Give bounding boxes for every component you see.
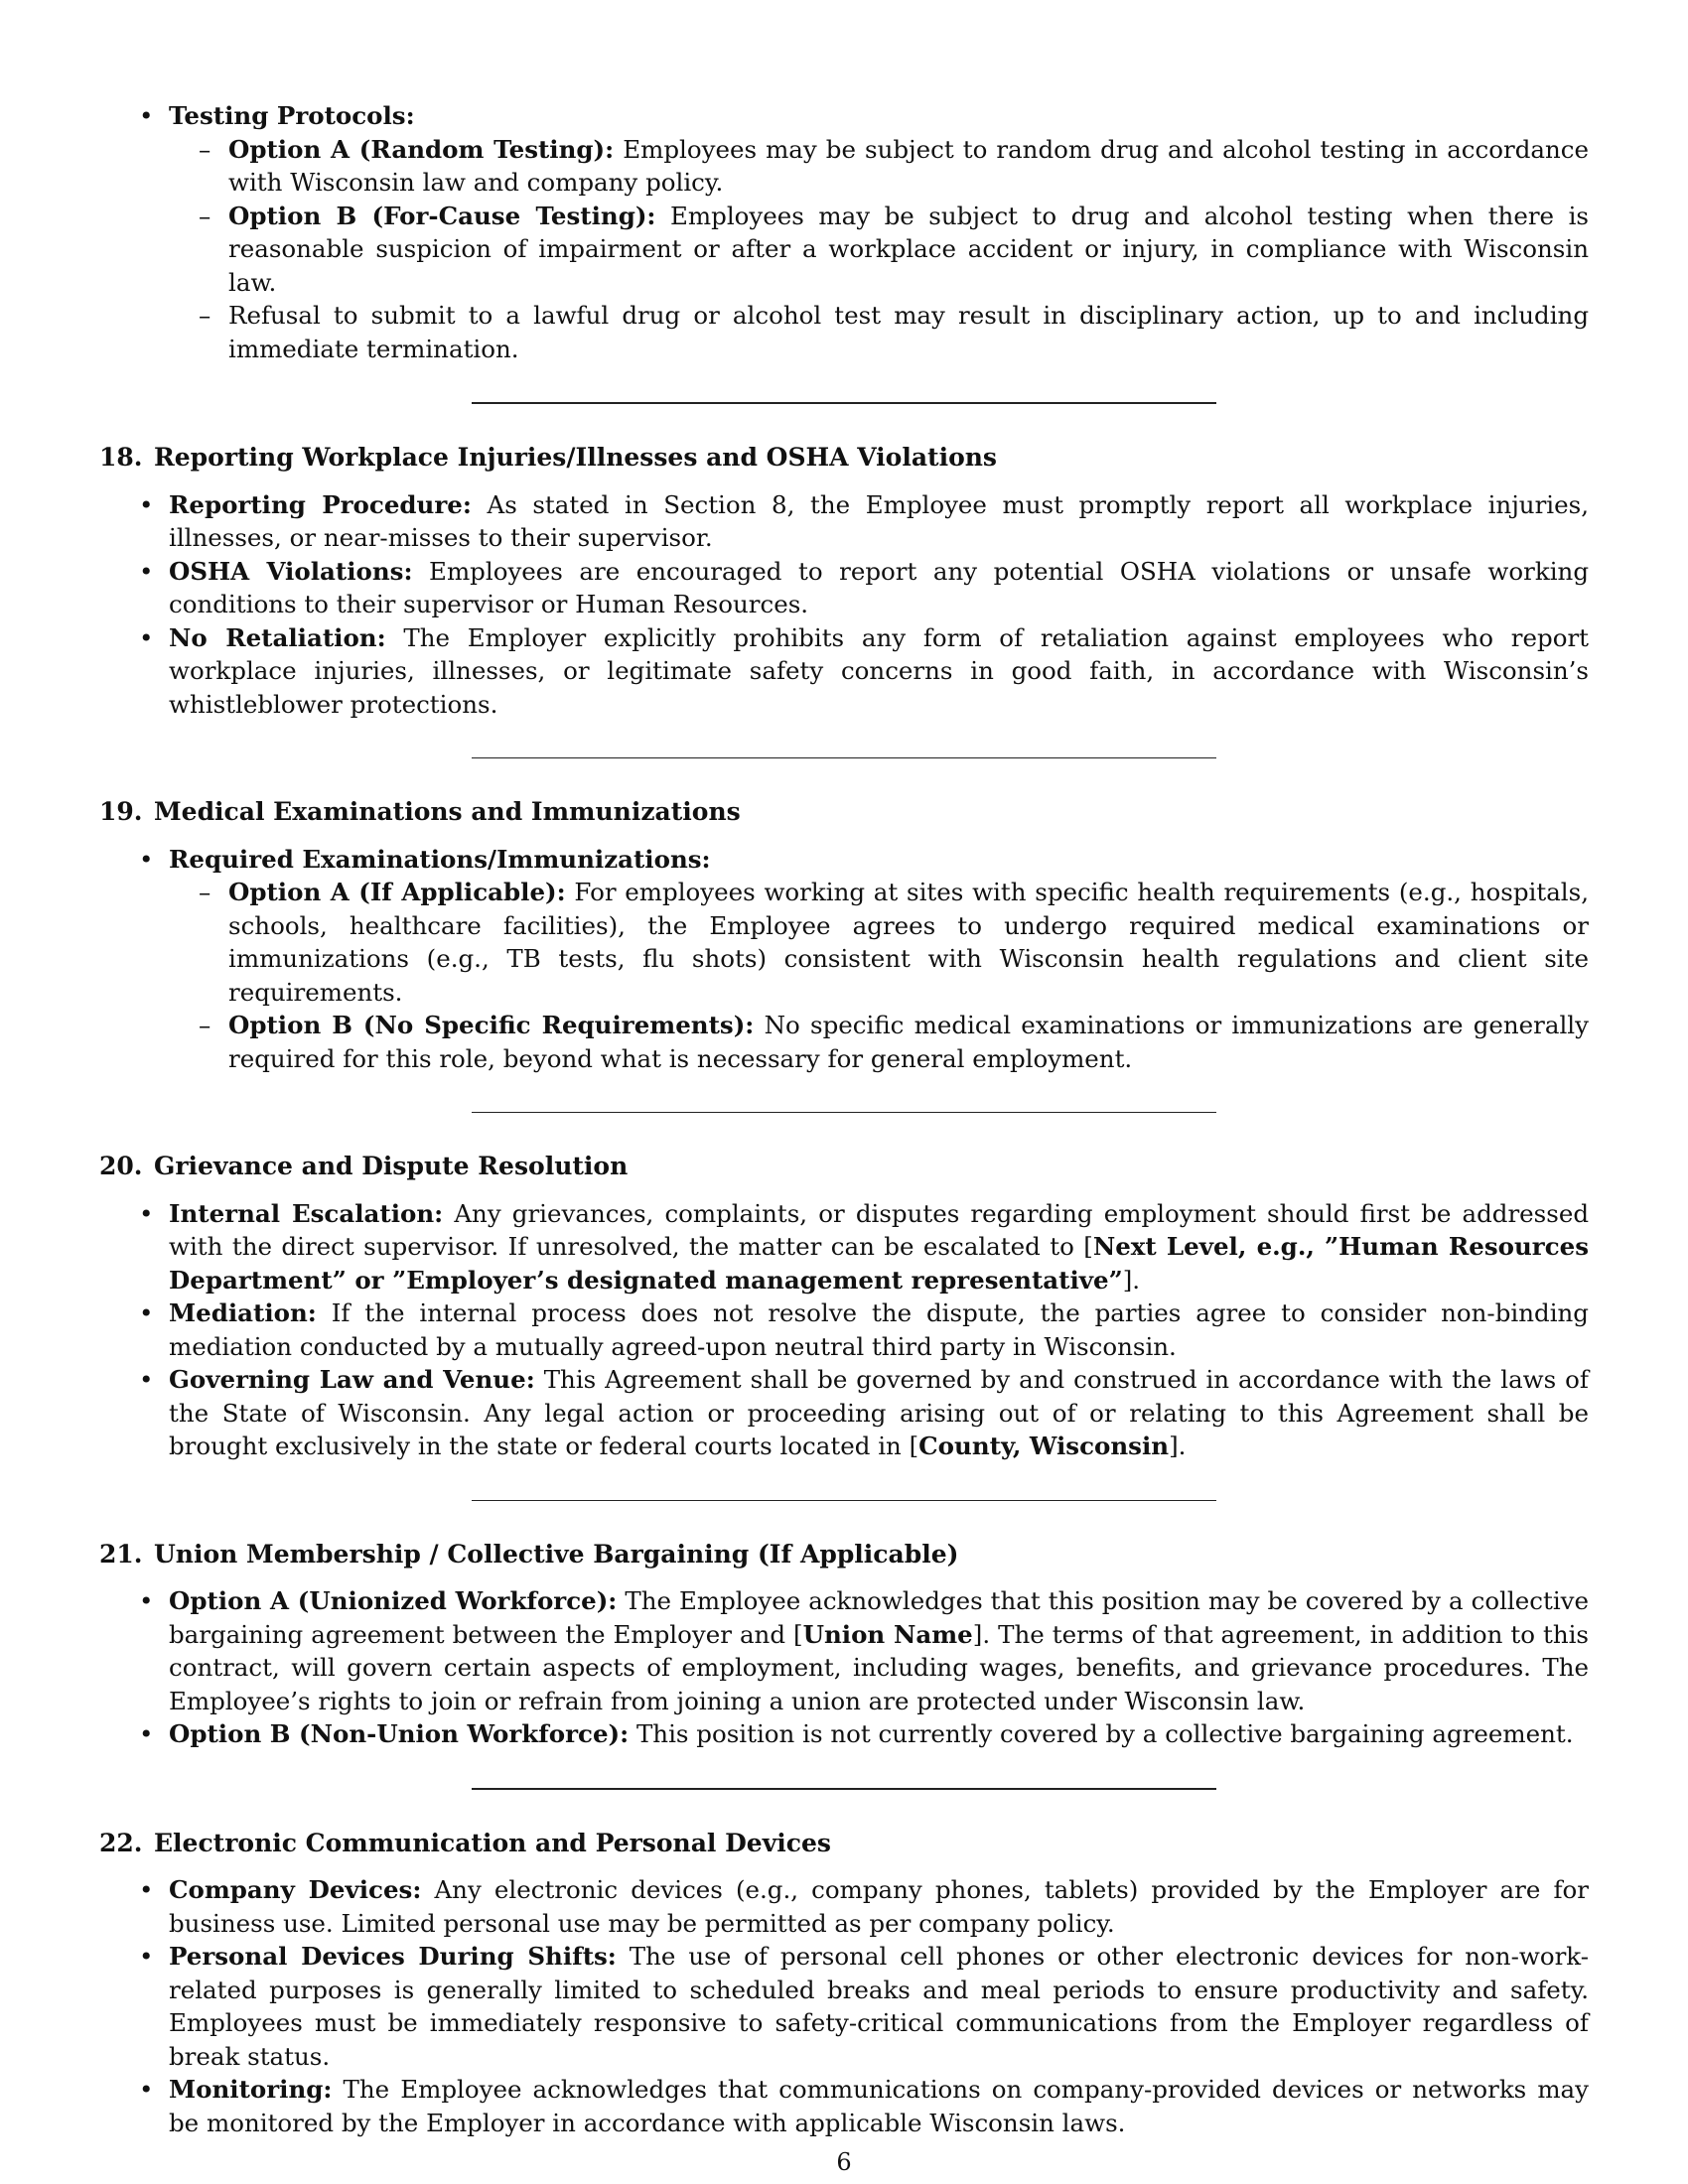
section-divider — [472, 1788, 1216, 1790]
list-item — [99, 555, 1589, 621]
section-title: Medical Examinations and Immunizations — [154, 797, 741, 826]
section-title: Union Membership / Collective Bargaining (If Applicable) — [154, 1539, 959, 1569]
item-label: No Retaliation: — [169, 622, 386, 652]
section-number: 21. — [99, 1539, 143, 1569]
item-text: Any electronic devices (e.g., company phones, tablets) provided by the Employer are for business use. Limited personal use may be permitted as per company policy. — [169, 1875, 1589, 1938]
option-text: No specific medical examinations or immunizations are generally required for this role, beyond what is necessary for general employment. — [228, 1011, 1589, 1073]
section-20-heading — [99, 1150, 1589, 1183]
list-item — [99, 1717, 1589, 1751]
list-item — [169, 1009, 1589, 1075]
document-page — [99, 99, 1589, 2139]
testing-options-list — [169, 133, 1589, 366]
option-label: Option B (No Specific Requirements): — [228, 1011, 755, 1039]
list-item — [169, 299, 1589, 365]
list-item — [99, 1873, 1589, 1940]
section-title: Electronic Communication and Personal Devices — [154, 1828, 831, 1857]
placeholder-text: Union Name — [802, 1619, 973, 1649]
item-label: Monitoring: — [169, 2075, 333, 2104]
item-label: Mediation: — [169, 1298, 317, 1327]
option-label: Option A (Random Testing): — [228, 134, 615, 164]
section-number: 20. — [99, 1152, 143, 1180]
list-item — [99, 1940, 1589, 2073]
item-text: The Employer explicitly prohibits any form of retaliation against employees who report workplace injuries, illnesses, or legitimate safety concerns in good faith, in accordance with Wisconsin’s whistleblower protections. — [169, 622, 1589, 719]
item-label: Option A (Unionized Workforce): — [169, 1586, 618, 1615]
list-item — [169, 876, 1589, 1009]
item-label: Option B (Non-Union Workforce): — [169, 1719, 630, 1748]
item-label: Personal Devices During Shifts: — [169, 1942, 617, 1971]
item-text-end: ]. — [1169, 1432, 1187, 1460]
item-text: The Employee acknowledges that this position may be covered by a collective bargaining agreement between the Employer and [ — [169, 1586, 1589, 1649]
exam-options-list — [169, 876, 1589, 1075]
section-19-heading — [99, 795, 1589, 829]
item-text: This Agreement shall be governed by and construed in accordance with the laws of the State of Wisconsin. Any legal action or proceeding arising out of or relating to this Agreement shall be brought exclusively in the state or federal courts located in [ — [169, 1365, 1589, 1460]
s19-list — [99, 843, 1589, 1076]
item-text: This position is not currently covered by a collective bargaining agreement. — [629, 1719, 1574, 1748]
section-number: 19. — [99, 797, 143, 826]
s21-list — [99, 1584, 1589, 1751]
s17-list — [99, 99, 1589, 365]
item-text: If the internal process does not resolve the dispute, the parties agree to consider non-binding mediation conducted by a mutually agreed-upon neutral third party in Wisconsin. — [169, 1298, 1589, 1361]
item-label: Reporting Procedure: — [169, 489, 472, 519]
item-text: The use of personal cell phones or other electronic devices for non-work-related purposes is generally limited to scheduled breaks and meal periods to ensure productivity and safety. Employees must be immediately responsive to safety-critical communications from the Employer regardless of break status. — [169, 1942, 1589, 2071]
list-item — [99, 1584, 1589, 1717]
section-number: 22. — [99, 1828, 143, 1857]
option-label: Option B (For-Cause Testing): — [228, 201, 656, 230]
list-item — [169, 200, 1589, 300]
item-text: Employees are encouraged to report any potential OSHA violations or unsafe working conditions to their supervisor or Human Resources. — [169, 556, 1589, 618]
section-divider — [472, 757, 1216, 758]
option-text: Refusal to submit to a lawful drug or alcohol test may result in disciplinary action, up to and including immediate termination. — [228, 301, 1589, 363]
item-text: The Employee acknowledges that communications on company-provided devices or networks may be monitored by the Employer in accordance with applicable Wisconsin laws. — [169, 2075, 1589, 2137]
s18-list — [99, 488, 1589, 722]
list-item — [99, 1297, 1589, 1363]
item-label: OSHA Violations: — [169, 556, 413, 586]
list-item — [99, 2073, 1589, 2139]
item-text: Any grievances, complaints, or disputes regarding employment should first be addressed with the direct supervisor. If unresolved, the matter can be escalated to [ — [169, 1198, 1590, 1261]
required-exams-item — [99, 843, 1589, 1076]
list-item — [99, 1363, 1589, 1463]
placeholder-text: Next Level, e.g., ”Human Resources Department” or ”Employer’s designated management representative” — [169, 1232, 1589, 1295]
list-item — [99, 1197, 1589, 1297]
section-18-heading — [99, 441, 1589, 475]
s20-list — [99, 1197, 1589, 1463]
page-number: 6 — [836, 2148, 852, 2176]
section-divider — [472, 402, 1216, 404]
option-text: Employees may be subject to drug and alcohol testing when there is reasonable suspicion of impairment or after a workplace accident or injury, in compliance with Wisconsin law. — [228, 201, 1590, 297]
option-text: Employees may be subject to random drug and alcohol testing in accordance with Wisconsin law and company policy. — [228, 134, 1590, 197]
option-text: For employees working at sites with specific health requirements (e.g., hospitals, schools, healthcare facilities), the Employee agrees to undergo required medical examinations or immunizations (e.g., TB tests, flu shots) consistent with Wisconsin health regulations and client site requirements. — [228, 878, 1589, 1007]
section-22-heading — [99, 1827, 1589, 1860]
list-item — [99, 621, 1589, 722]
item-label: Internal Escalation: — [169, 1198, 444, 1228]
section-divider — [472, 1500, 1216, 1501]
section-title: Grievance and Dispute Resolution — [154, 1152, 629, 1180]
list-item — [169, 133, 1589, 200]
placeholder-text: County, Wisconsin — [918, 1432, 1170, 1460]
item-label: Company Devices: — [169, 1875, 422, 1904]
section-21-heading — [99, 1538, 1589, 1571]
testing-protocols-item — [99, 99, 1589, 365]
section-divider — [472, 1112, 1216, 1113]
item-text-end: ]. — [1122, 1265, 1141, 1295]
item-text-end: ]. The terms of that agreement, in addition to this contract, will govern certain aspects of employment, including wages, benefits, and grievance procedures. The Employee’s rights to join or refrain from joining a union are protected under Wisconsin law. — [169, 1619, 1590, 1715]
required-exams-label: Required Examinations/Immunizations: — [169, 844, 711, 874]
item-text: As stated in Section 8, the Employee must promptly report all workplace injuries, illnesses, or near-misses to their supervisor. — [169, 489, 1589, 552]
section-number: 18. — [99, 443, 143, 472]
section-title: Reporting Workplace Injuries/Illnesses and OSHA Violations — [154, 443, 998, 472]
option-label: Option A (If Applicable): — [228, 878, 566, 906]
item-label: Governing Law and Venue: — [169, 1365, 535, 1394]
testing-protocols-label: Testing Protocols: — [169, 101, 415, 130]
s22-list — [99, 1873, 1589, 2139]
list-item — [99, 488, 1589, 555]
